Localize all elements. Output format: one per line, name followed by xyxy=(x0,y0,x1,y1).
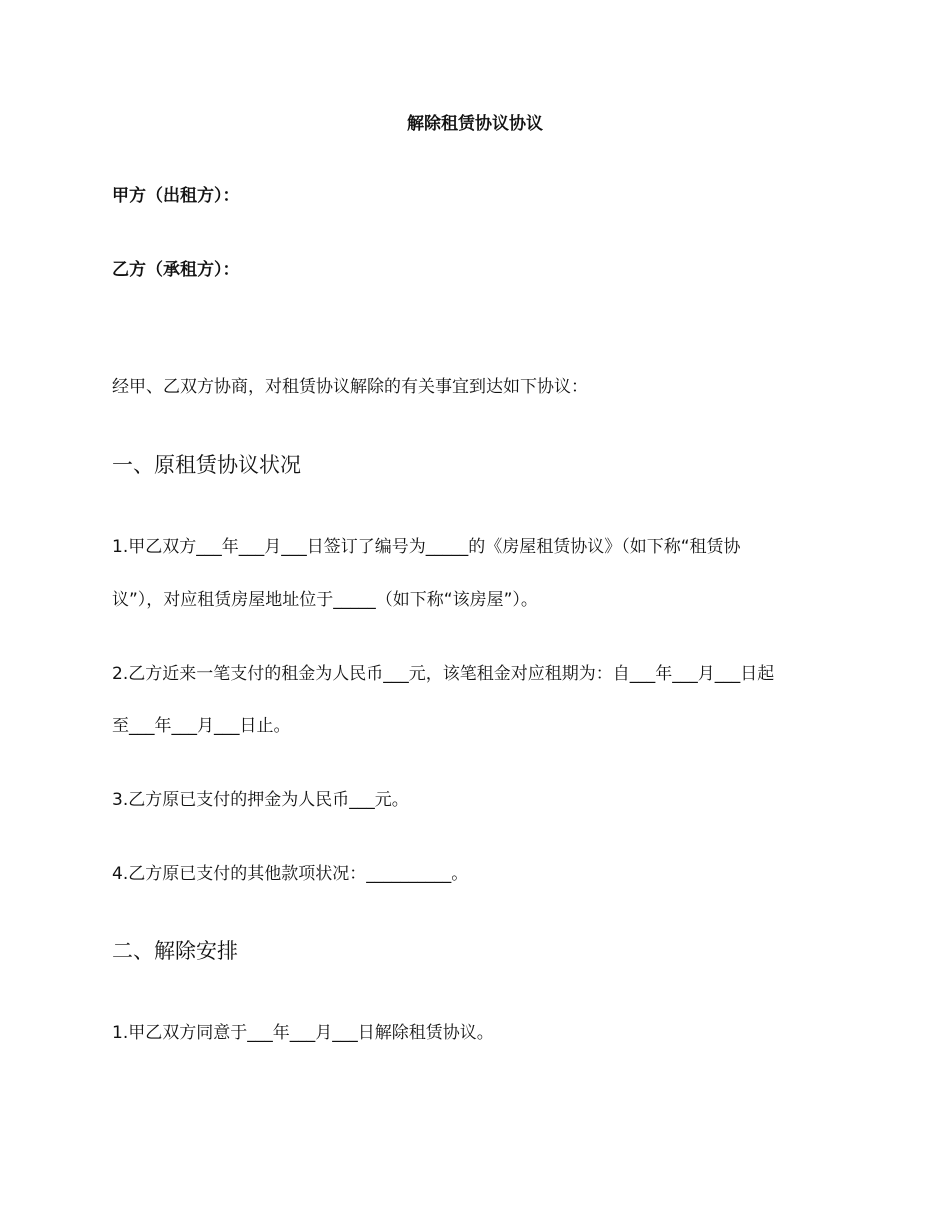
clause-1-2-line-2: 至___年___月___日止。 xyxy=(112,716,291,736)
clause-1-3: 3.乙方原已支付的押金为人民币___元。 xyxy=(112,790,409,810)
clause-2-1: 1.甲乙双方同意于___年___月___日解除租赁协议。 xyxy=(112,1023,494,1043)
clause-1-1-line-1: 1.甲乙双方___年___月___日签订了编号为_____的《房屋租赁协议》（如下称“租赁协 xyxy=(112,537,741,557)
section-heading-1: 一、原租赁协议状况 xyxy=(112,453,301,477)
clause-1-2-line-1: 2.乙方近来一笔支付的租金为人民币___元，该笔租金对应租期为：自___年___月___日起 xyxy=(112,664,775,684)
party-a-label: 甲方（出租方）： xyxy=(112,186,240,206)
document-title: 解除租赁协议协议 xyxy=(407,114,543,134)
intro-paragraph: 经甲、乙双方协商，对租赁协议解除的有关事宜到达如下协议： xyxy=(112,377,588,397)
section-heading-2: 二、解除安排 xyxy=(112,939,238,963)
clause-1-1-line-2: 议”），对应租赁房屋地址位于_____（如下称“该房屋”）。 xyxy=(112,590,538,610)
clause-1-4: 4.乙方原已支付的其他款项状况：__________。 xyxy=(112,864,469,884)
party-b-label: 乙方（承租方）： xyxy=(112,260,240,280)
